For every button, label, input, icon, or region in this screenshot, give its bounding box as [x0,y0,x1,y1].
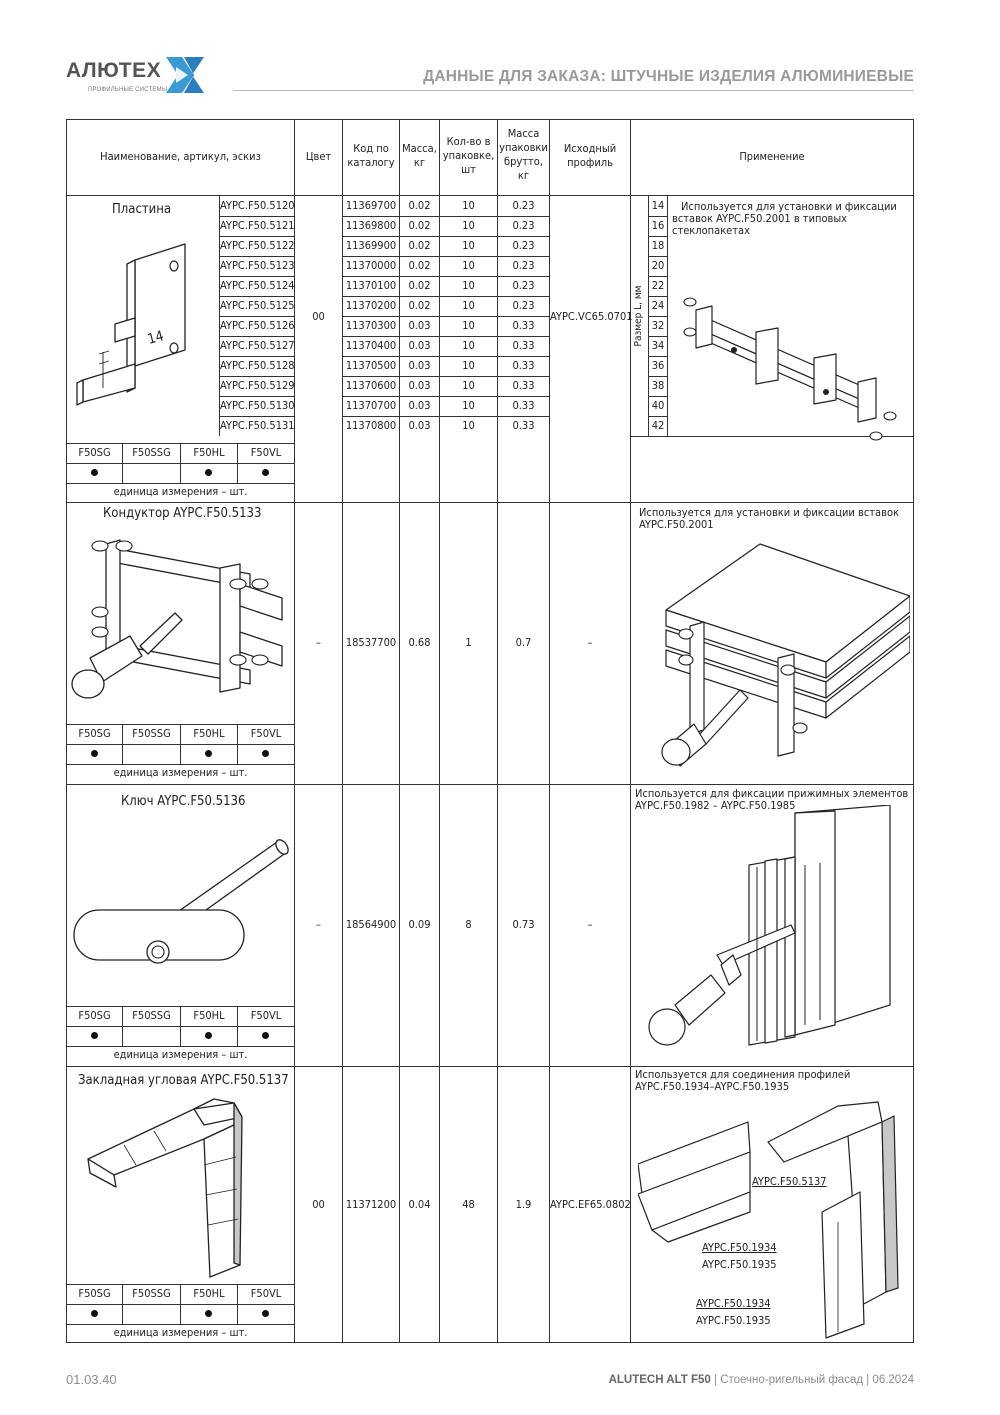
series-availability-dot [262,1310,269,1317]
header-name: Наименование, артикул, эскиз [100,150,261,163]
page-number: 01.03.40 [66,1372,117,1387]
plate-qty-cell: 10 [462,299,475,312]
series-label: F50SG [78,1287,111,1300]
plate-code-cell: 11370800 [345,419,397,432]
plate-qty-cell: 10 [462,399,475,412]
conductor-sketch [70,528,292,718]
series-label: F50HL [193,1287,225,1300]
series-label: F50VL [250,1287,282,1300]
series-label: F50VL [250,1009,282,1022]
series-label: F50SG [78,446,111,459]
callout-1934-a: AYPC.F50.1934 [702,1241,777,1254]
unit-label: единица измерения – шт. [113,1326,248,1339]
plate-code-cell: 11369700 [345,199,397,212]
plate-gross-cell: 0.33 [512,419,535,432]
plate-code-cell: 11369900 [345,239,397,252]
plate-profile: AYPC.VC65.0701 [550,310,633,323]
callout-5137: AYPC.F50.5137 [752,1175,827,1188]
header-color: Цвет [305,150,332,163]
series-availability-dot [205,1310,212,1317]
plate-size-cell: 14 [651,199,665,212]
plate-application-sketch [676,288,906,448]
plate-mass-cell: 0.02 [408,299,431,312]
plate-article-cell: AYPC.F50.5121 [220,219,295,232]
plate-article-cell: AYPC.F50.5122 [220,239,295,252]
plate-article-cell: AYPC.F50.5120 [220,199,295,212]
key-code: 18564900 [345,918,397,931]
plate-article-cell: AYPC.F50.5129 [220,379,295,392]
corner-name: Закладная угловая AYPC.F50.5137 [78,1073,289,1088]
key-color: – [316,918,321,931]
plate-article-cell: AYPC.F50.5126 [220,319,295,332]
series-availability-dot [262,1032,269,1039]
series-availability-dot [262,750,269,757]
size-label: Размер L, мм [633,285,644,347]
plate-gross-cell: 0.23 [512,279,535,292]
corner-color: 00 [312,1198,325,1211]
conductor-name: Кондуктор AYPC.F50.5133 [103,506,262,521]
corner-code: 11371200 [345,1198,397,1211]
plate-gross-cell: 0.33 [512,379,535,392]
conductor-color: – [316,636,321,649]
series-label: F50SSG [132,1287,171,1300]
footer-rest: | Стоечно-ригельный фасад | 06.2024 [710,1374,914,1386]
corner-application: Используется для соединения профилей AYPC.F50.1934–AYPC.F50.1935 [635,1068,851,1093]
plate-mass-cell: 0.02 [408,219,431,232]
plate-size-cell: 36 [651,359,665,372]
corner-mass: 0.04 [408,1198,431,1211]
plate-color: 00 [312,310,325,323]
series-availability-dot [91,469,98,476]
series-availability-dot [205,469,212,476]
plate-qty-cell: 10 [462,259,475,272]
plate-size-cell: 40 [651,399,665,412]
plate-size-cell: 22 [651,279,665,292]
plate-dimension-label: 14 [145,328,166,348]
plate-qty-cell: 10 [462,379,475,392]
plate-mass-cell: 0.02 [408,199,431,212]
series-label: F50HL [193,1009,225,1022]
series-label: F50SSG [132,727,171,740]
plate-name: Пластина [112,202,172,217]
plate-article-cell: AYPC.F50.5131 [220,419,295,432]
key-qty: 8 [465,918,472,931]
corner-qty: 48 [462,1198,475,1211]
callout-1934-b: AYPC.F50.1934 [696,1297,771,1310]
plate-gross-cell: 0.23 [512,259,535,272]
key-mass: 0.09 [408,918,431,931]
unit-label: единица измерения – шт. [113,485,248,498]
plate-code-cell: 11369800 [345,219,397,232]
plate-mass-cell: 0.03 [408,419,431,432]
plate-qty-cell: 10 [462,279,475,292]
callout-1935-a: AYPC.F50.1935 [702,1258,777,1271]
series-label: F50VL [250,446,282,459]
plate-size-cell: 24 [651,299,665,312]
corner-gross: 1.9 [515,1198,532,1211]
conductor-qty: 1 [465,636,472,649]
plate-mass-cell: 0.02 [408,259,431,272]
header-profile: Исходный профиль [563,142,617,169]
header-mass: Масса, кг [402,142,437,169]
logo-subtitle: ПРОФИЛЬНЫЕ СИСТЕМЫ [88,87,168,93]
plate-mass-cell: 0.03 [408,339,431,352]
plate-code-cell: 11370600 [345,379,397,392]
unit-label: единица измерения – шт. [113,766,248,779]
conductor-code: 18537700 [345,636,397,649]
corner-application-sketch [638,1092,908,1340]
series-label: F50SSG [132,1009,171,1022]
plate-size-cell: 38 [651,379,665,392]
plate-size-cell: 18 [651,239,665,252]
key-application-sketch [645,805,895,1060]
plate-qty-cell: 10 [462,339,475,352]
plate-gross-cell: 0.23 [512,239,535,252]
plate-gross-cell: 0.23 [512,219,535,232]
plate-article-cell: AYPC.F50.5127 [220,339,295,352]
plate-code-cell: 11370400 [345,339,397,352]
series-availability-dot [205,1032,212,1039]
plate-gross-cell: 0.33 [512,339,535,352]
plate-article-cell: AYPC.F50.5124 [220,279,295,292]
series-availability-dot [205,750,212,757]
plate-code-cell: 11370700 [345,399,397,412]
plate-gross-cell: 0.33 [512,359,535,372]
header-application: Применение [739,150,805,163]
plate-article-cell: AYPC.F50.5130 [220,399,295,412]
series-label: F50VL [250,727,282,740]
plate-size-cell: 32 [651,319,665,332]
plate-code-cell: 11370500 [345,359,397,372]
conductor-profile: – [587,636,593,649]
series-availability-dot [262,469,269,476]
plate-gross-cell: 0.33 [512,319,535,332]
plate-size-cell: 42 [651,419,665,432]
plate-size-cell: 34 [651,339,665,352]
plate-size-cell: 16 [651,219,665,232]
plate-size-cell: 20 [651,259,665,272]
corner-profile: AYPC.EF65.0802 [550,1198,631,1211]
plate-mass-cell: 0.03 [408,399,431,412]
plate-code-cell: 11370000 [345,259,397,272]
plate-application: Используется для установки и фиксации вставок AYPC.F50.2001 в типовых стеклопакетах [672,200,897,237]
series-label: F50SG [78,1009,111,1022]
plate-qty-cell: 10 [462,219,475,232]
plate-mass-cell: 0.03 [408,319,431,332]
plate-mass-cell: 0.03 [408,379,431,392]
series-label: F50SSG [132,446,171,459]
callout-1935-b: AYPC.F50.1935 [696,1314,771,1327]
plate-code-cell: 11370200 [345,299,397,312]
plate-gross-cell: 0.33 [512,399,535,412]
plate-mass-cell: 0.02 [408,239,431,252]
conductor-gross: 0.7 [515,636,532,649]
header-qty: Кол-во в упаковке, шт [442,135,495,176]
plate-article-cell: AYPC.F50.5128 [220,359,295,372]
series-label: F50HL [193,446,225,459]
page-title: ДАННЫЕ ДЛЯ ЗАКАЗА: ШТУЧНЫЕ ИЗДЕЛИЯ АЛЮМИНИЕВЫЕ [423,68,914,85]
footer-brand: ALUTECH ALT F50 [608,1374,711,1386]
header-gross: Масса упаковки брутто, кг [499,127,548,182]
logo-text: АЛЮТЕХ [66,59,162,82]
key-gross: 0.73 [512,918,535,931]
header-code: Код по каталогу [347,142,395,169]
key-profile: – [587,918,593,931]
plate-qty-cell: 10 [462,239,475,252]
conductor-application-sketch [660,540,910,770]
plate-qty-cell: 10 [462,319,475,332]
plate-code-cell: 11370100 [345,279,397,292]
conductor-application: Используется для установки и фиксации вставок AYPC.F50.2001 [639,506,899,531]
corner-sketch [84,1095,254,1280]
plate-article-cell: AYPC.F50.5125 [220,299,295,312]
plate-qty-cell: 10 [462,199,475,212]
series-availability-dot [91,1032,98,1039]
plate-mass-cell: 0.03 [408,359,431,372]
footer-caption [609,1374,914,1386]
plate-code-cell: 11370300 [345,319,397,332]
key-name: Ключ AYPC.F50.5136 [121,794,246,809]
plate-mass-cell: 0.02 [408,279,431,292]
key-application: Используется для фиксации прижимных элементов AYPC.F50.1982 – AYPC.F50.1985 [635,787,909,812]
conductor-mass: 0.68 [408,636,431,649]
plate-gross-cell: 0.23 [512,299,535,312]
plate-sketch [75,240,215,410]
plate-qty-cell: 10 [462,359,475,372]
series-availability-dot [91,750,98,757]
unit-label: единица измерения – шт. [113,1048,248,1061]
series-label: F50SG [78,727,111,740]
series-availability-dot [91,1310,98,1317]
plate-gross-cell: 0.23 [512,199,535,212]
series-label: F50HL [193,727,225,740]
plate-qty-cell: 10 [462,419,475,432]
plate-article-cell: AYPC.F50.5123 [220,259,295,272]
key-sketch [72,830,292,990]
